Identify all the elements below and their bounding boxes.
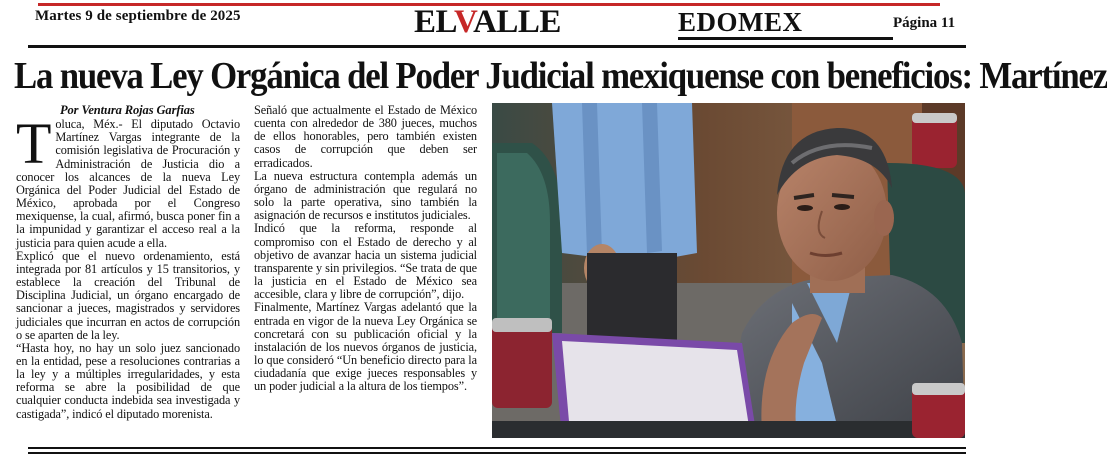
newspaper-logo (414, 6, 561, 39)
footer-rule-double (28, 452, 966, 454)
paragraph-text: oluca, Méx.- El diputado Octavio Martínez Vargas integrante de la comisión legislativa de Procuración y Administración de Justicia dio a conocer los alcances de la nueva Ley Orgánica del Poder Judicial del Estado de México, aprobada por el Congreso mexiquense, la cual, afirmó, busca poner fin a la impunidad y garantizar el acceso real a la justicia para quien acude a ella. (16, 117, 240, 250)
logo-text-alle: ALLE (473, 4, 561, 40)
article-paragraph (16, 111, 240, 250)
article-paragraph: Explicó que el nuevo ordenamiento, está integrada por 81 artículos y 15 transitorios, y establece la creación del Tribunal de Disciplina Judicial, un órgano encargado de sancionar a jueces, magistrados y servidores judiciales que incurran en actos de corrupción o se aparten de la ley. (16, 248, 240, 342)
article-photo (492, 103, 965, 438)
page-number: Página 11 (893, 15, 956, 31)
issue-date: Martes 9 de septiembre de 2025 (35, 8, 241, 24)
article-paragraph: Finalmente, Martínez Vargas adelantó que la entrada en vigor de la nueva Ley Orgánica se concretará con su publicación oficial y la instalación de los nuevos órganos de justicia, lo que consideró “Un beneficio directo para la ciudadanía que exige jueces responsables y un poder judicial a la altura de los tiempos”. (254, 300, 477, 394)
byline: Por Ventura Rojas Garfias (60, 103, 195, 117)
article-paragraph: Indicó que la reforma, responde al compromiso con el Estado de derecho y al objetivo de avanzar hacia un sistema judicial transparente y sin privilegios. “Se trata de que la justicia en el Estado de México sea accesible, clara y libre de corrupción”, dijo. (254, 221, 477, 302)
article-paragraph: La nueva estructura contempla además un órgano de administración que regulará no solo la parte operativa, sino también la asignación de recursos e institutos judiciales. (254, 168, 477, 223)
header-bottom-rule (28, 45, 966, 48)
footer-rule (28, 447, 966, 449)
article-paragraph: Señaló que actualmente el Estado de México cuenta con alrededor de 380 jueces, muchos de ellos honorables, pero también existen casos de corrupción que deben ser erradicados. (254, 103, 477, 170)
drop-cap: T (16, 111, 52, 177)
article-column-1 (16, 104, 240, 421)
article-headline: La nueva Ley Orgánica del Poder Judicial mexiquense con beneficios: Martínez (14, 55, 1107, 97)
legislator-photo-illustration (492, 103, 965, 438)
article-paragraph: “Hasta hoy, no hay un solo juez sancionado en la entidad, pese a resoluciones contrarias a la ley y a múltiples irregularidades, y esta reforma se abre la posibilidad de que cualquier conducta indebida sea investigada y castigada”, indicó el diputado morenista. (16, 340, 240, 421)
section-name: EDOMEX (678, 7, 803, 37)
article-column-2 (254, 104, 477, 393)
section-underline (678, 37, 893, 40)
logo-text-v: V (454, 4, 474, 40)
logo-text-el: EL (414, 4, 454, 40)
